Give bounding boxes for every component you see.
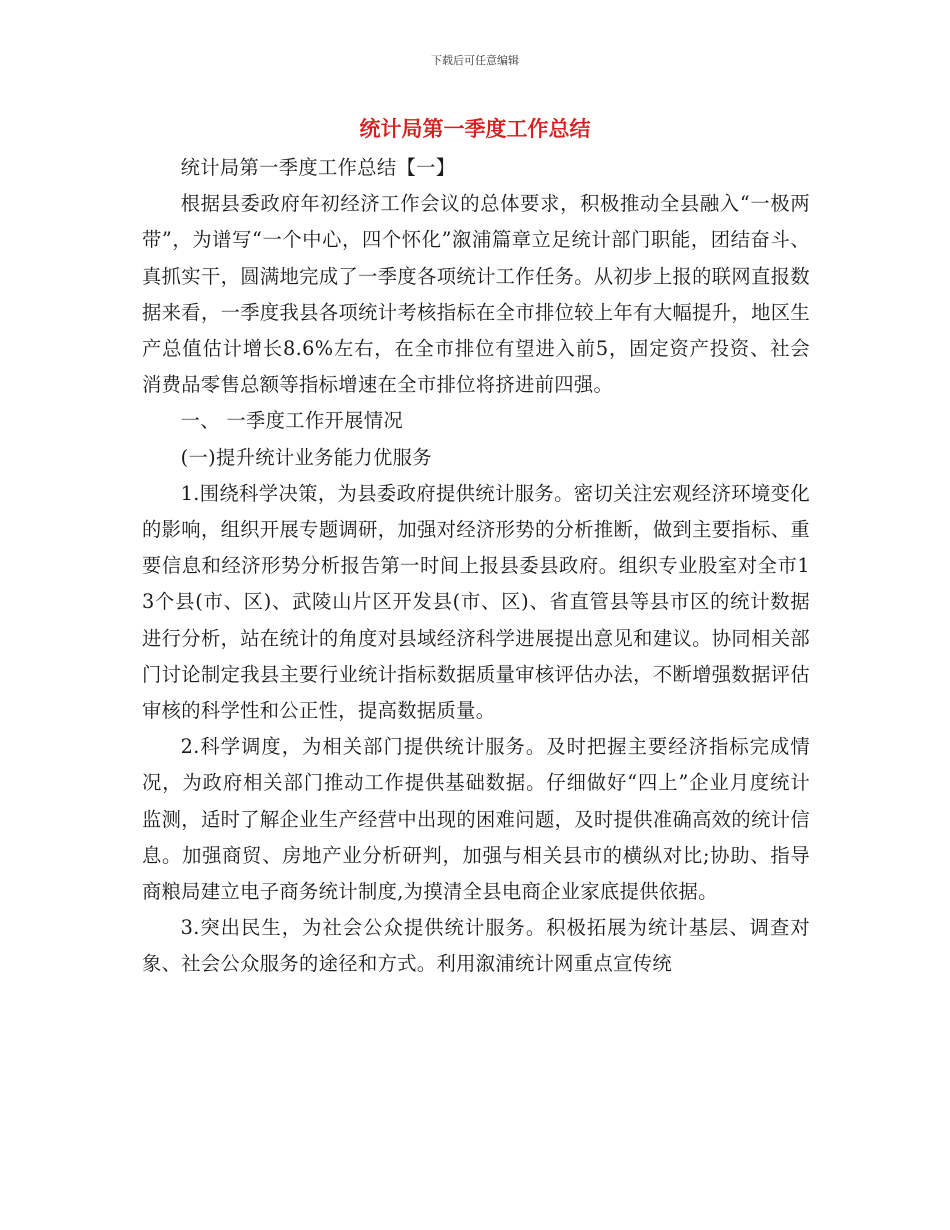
- header-note: 下载后可任意编辑: [431, 54, 519, 67]
- heading-quarter-work: 一、 一季度工作开展情况: [180, 409, 404, 433]
- intro-paragraph: 根据县委政府年初经济工作会议的总体要求，积极推动全县融入“一极两带”，为谱写“一个中心，四个怀化”溆浦篇章立足统计部门职能，团结奋斗、真抓实干，圆满地完成了一季度各项统计工作任务。从初步上报的联网直报数据来看，一季度我县各项统计考核指标在全市排位较上年有大幅提升，地区生产总值估计增长8.6%左右，在全市排位有望进入前5，固定资产投资、社会消费品零售总额等指标增速在全市排位将挤进前四强。: [142, 192, 810, 397]
- paragraph-item-1: 1.围绕科学决策，为县委政府提供统计服务。密切关注宏观经济环境变化的影响，组织开展专题调研，加强对经济形势的分析推断，做到主要指标、重要信息和经济形势分析报告第一时间上报县委县政府。组织专业股室对全市13个县(市、区)、武陵山片区开发县(市、区)、省直管县等县市区的统计数据进行分析，站在统计的角度对县域经济科学进展提出意见和建议。协同相关部门讨论制定我县主要行业统计指标数据质量审核评估办法，不断增强数据评估审核的科学性和公正性，提高数据质量。: [142, 481, 810, 723]
- subheading-service: (一)提升统计业务能力优服务: [180, 445, 432, 469]
- paragraph-item-3: 3.突出民生，为社会公众提供统计服务。积极拓展为统计基层、调查对象、社会公众服务的途径和方式。利用溆浦统计网重点宣传统: [142, 916, 810, 976]
- section-heading-part-one: 统计局第一季度工作总结【一】: [180, 156, 456, 179]
- document-body: [142, 150, 810, 983]
- document-title: 统计局第一季度工作总结: [359, 117, 591, 141]
- paragraph-item-2: 2.科学调度，为相关部门提供统计服务。及时把握主要经济指标完成情况，为政府相关部门推动工作提供基础数据。仔细做好“四上”企业月度统计监测，适时了解企业生产经营中出现的困难问题，及时提供准确高效的统计信息。加强商贸、房地产业分析研判，加强与相关县市的横纵对比;协助、指导商粮局建立电子商务统计制度,为摸清全县电商企业家底提供依据。: [142, 735, 810, 904]
